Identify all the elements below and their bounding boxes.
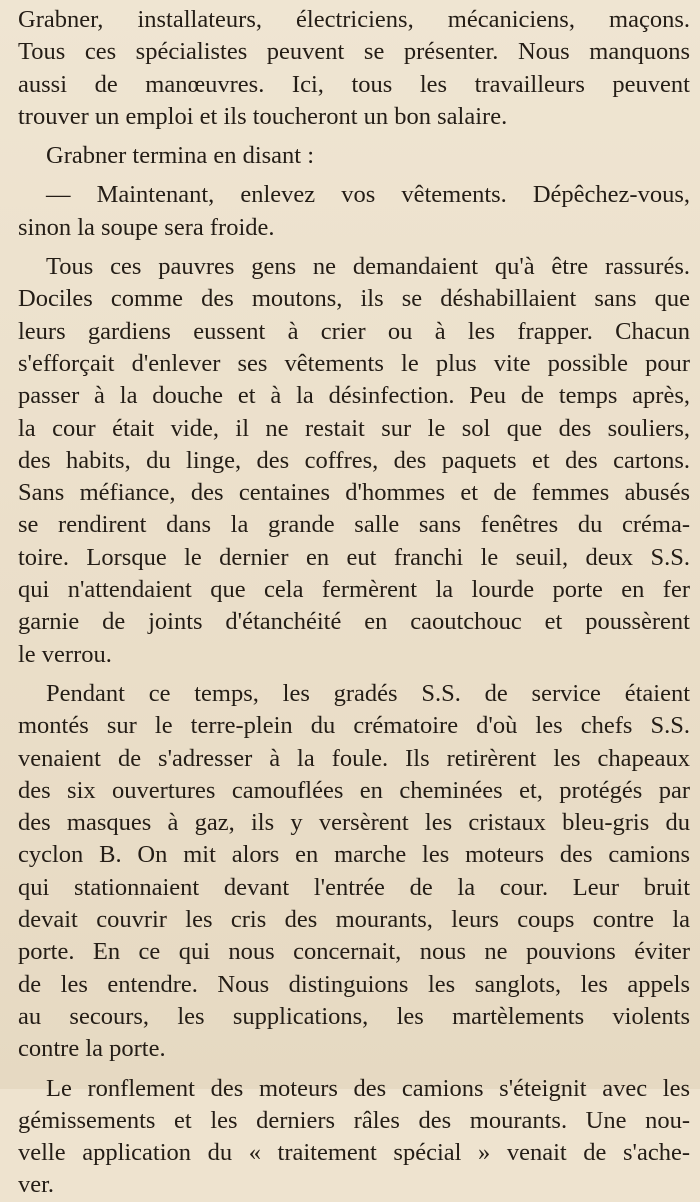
text-line: cyclon B. On mit alors en marche les moteurs des camions [18,841,690,869]
paragraph [18,179,690,244]
text-line: de les entendre. Nous distinguions les sanglots, les appels [18,970,690,998]
paragraph [18,140,690,172]
text-line: qui stationnaient devant l'entrée de la cour. Leur bruit [18,873,690,901]
text-line: Pendant ce temps, les gradés S.S. de service étaient [46,679,690,707]
text-line: des six ouvertures camouflées en cheminées et, protégés par [18,776,690,804]
text-line: — Maintenant, enlevez vos vêtements. Dépêchez-vous, [46,181,690,209]
paragraph [18,251,690,671]
text-line: garnie de joints d'étanchéité en caoutchouc et poussèrent [18,608,690,636]
text-line: Sans méfiance, des centaines d'hommes et de femmes abusés [18,479,690,507]
text-line: passer à la douche et à la désinfection. Peu de temps après, [18,382,690,410]
paragraph [18,1073,690,1202]
text-line: Tous ces spécialistes peuvent se présenter. Nous manquons [18,38,690,66]
text-line: Grabner, installateurs, électriciens, mécaniciens, maçons. [18,6,690,33]
text-line: sinon la soupe sera froide. [18,213,275,241]
text-line: porte. En ce qui nous concernait, nous ne pouvions éviter [18,938,690,966]
text-line: leurs gardiens eussent à crier ou à les frapper. Chacun [18,317,690,345]
text-line: Tous ces pauvres gens ne demandaient qu'à être rassurés. [46,253,690,281]
text-body [18,4,690,1202]
text-line: le verrou. [18,640,112,668]
text-line: contre la porte. [18,1035,166,1063]
text-line: qui n'attendaient que cela fermèrent la lourde porte en fer [18,576,690,604]
text-line: s'efforçait d'enlever ses vêtements le plus vite possible pour [18,349,690,377]
paragraph [18,678,690,1066]
text-line: venaient de s'adresser à la foule. Ils retirèrent les chapeaux [18,744,690,772]
text-line: gémissements et les derniers râles des mourants. Une nou- [18,1106,690,1134]
text-line: trouver un emploi et ils toucheront un bon salaire. [18,102,508,130]
text-line: Grabner termina en disant : [46,142,315,170]
text-line: la cour était vide, il ne restait sur le sol que des souliers, [18,414,690,442]
text-line: devait couvrir les cris des mourants, leurs coups contre la [18,906,690,934]
text-line: au secours, les supplications, les martèlements violents [18,1002,690,1030]
text-line: aussi de manœuvres. Ici, tous les travailleurs peuvent [18,70,690,98]
text-line: velle application du « traitement spécial » venait de s'ache- [18,1139,690,1167]
text-line: Le ronflement des moteurs des camions s'éteignit avec les [46,1074,690,1102]
paragraph [18,4,690,133]
text-line: des habits, du linge, des coffres, des paquets et des cartons. [18,446,690,474]
text-line: ver. [18,1171,55,1199]
text-line: des masques à gaz, ils y versèrent les cristaux bleu-gris du [18,809,690,837]
text-line: toire. Lorsque le dernier en eut franchi le seuil, deux S.S. [18,543,690,571]
text-line: Dociles comme des moutons, ils se déshabillaient sans que [18,285,690,313]
text-line: montés sur le terre-plein du crématoire d'où les chefs S.S. [18,712,690,740]
text-line: se rendirent dans la grande salle sans fenêtres du créma- [18,511,690,539]
